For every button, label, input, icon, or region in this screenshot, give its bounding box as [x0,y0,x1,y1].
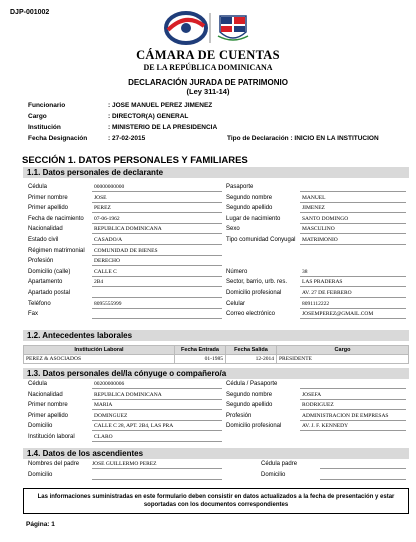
declarant-label: Primer nombre [28,194,68,201]
father-cedula-field [320,460,406,469]
spouse-label: Primer apellido [28,412,69,419]
labor-cell: 12-2014 [226,355,277,364]
father-cedula-label: Cédula padre [261,461,298,467]
header-value-institucion: : MINISTERIO DE LA PRESIDENCIA [108,124,218,131]
father-name-field [92,460,222,469]
declarant-field-line [92,278,222,287]
labor-cell: PEREZ & ASOCIADOS [24,355,175,364]
spouse-field-line [300,380,406,389]
father-domicilio-label: Domicilio [28,472,53,478]
declarant-label: Sexo [226,226,240,233]
spouse-value: JOSEFA [302,391,322,398]
declarant-label: Cédula [28,184,48,190]
declarant-label: Primer apellido [28,205,69,212]
declarant-label: Sector, barrio, urb. res. [226,279,288,286]
declarant-label: Apartado postal [28,290,71,296]
spouse-section-header: 1.3. Datos personales del/la cónyuge o compañero/a [23,368,409,379]
form-title: DECLARACIÓN JURADA DE PATRIMONIO [128,78,288,87]
declarant-value: 38 [302,268,308,275]
declarant-value: JOSEMPEREZ@GMAIL.COM [302,311,374,318]
father-domicilio2-label: Domicilio [261,472,286,478]
labor-col-salida: Fecha Salida [226,346,277,355]
header-value-cargo: : DIRECTOR(A) GENERAL [108,113,189,120]
declarant-label: Fecha de nacimiento [28,215,84,222]
header-value-fecha: : 27-02-2015 [108,135,146,142]
spouse-label: Profesión [226,412,252,419]
declarant-label: Segundo apellido [226,205,273,212]
declarant-value: 2B4 [94,279,104,286]
spouse-label: Nacionalidad [28,391,63,398]
declarant-label: Segundo nombre [226,194,273,201]
spouse-label: Cédula [28,381,48,387]
labor-cell: 01-1985 [175,355,226,364]
declarant-value: 07-06-1962 [94,215,120,222]
spouse-value: ADMINISTRACION DE EMPRESAS [302,412,389,419]
declarant-value: PEREZ [94,205,111,212]
declarant-field-line [92,289,222,298]
declarant-label: Domicilio profesional [226,290,282,296]
father-name-label: Nombres del padre [28,461,80,467]
father-domicilio-field [92,471,222,480]
spouse-value: RODRIGUEZ [302,402,334,409]
declarant-value: SANTO DOMINGO [302,215,349,222]
camara-de-cuentas-logo [160,10,256,46]
declarant-section-header: 1.1. Datos personales de declarante [23,167,409,178]
labor-col-entrada: Fecha Entrada [175,346,226,355]
declarant-label: Nacionalidad [28,226,63,233]
declarant-field-line [92,194,222,203]
father-domicilio2-field [320,471,406,480]
declarant-value: 8095555999 [94,300,122,307]
header-label-cargo: Cargo [28,113,47,120]
spouse-label: Cédula / Pasaporte [226,381,278,387]
spouse-label: Primer nombre [28,402,68,409]
declarant-label: Pasaporte [226,184,254,190]
father-name-value: JOSE GUILLERMO PEREZ [92,461,157,467]
declarant-value: CASADO/A [94,237,123,243]
header-label-fecha: Fecha Designación [28,135,88,142]
spouse-value: REPUBLICA DOMINICANA [94,391,162,398]
spouse-label: Segundo nombre [226,391,273,398]
table-row [24,355,409,364]
labor-col-institucion: Institución Laboral [24,346,175,355]
declarant-label: Tipo comunidad Conyugal [226,237,296,243]
declarant-value: MANUEL [302,194,326,201]
spouse-value: 00200000006 [94,381,125,387]
declarant-value: LAS PRADERAS [302,279,343,286]
declarant-label: Profesión [28,258,54,265]
declarant-label: Estado civil [28,237,59,243]
spouse-label: Domicilio [28,423,53,430]
declarant-label: Domicilio (calle) [28,268,71,275]
spouse-value: CLARO [94,434,113,440]
declarant-value: DERECHO [94,258,120,265]
declarant-label: Régimen matrimonial [28,247,85,254]
declarant-field-line [300,268,406,277]
legal-notice: Las informaciones suministradas en este formulario deben consistir en datos actualizados a la fecha de presentación y estar soportadas con los documentos correspondientes [23,488,409,514]
tipo-declaracion: Tipo de Declaración : INICIO EN LA INSTITUCION [227,135,379,142]
ascendants-section-header: 1.4. Datos de los ascendientes [23,448,409,459]
spouse-value: CALLE C 28, APT. 2B4, LAS PRA [94,423,174,430]
declarant-label: Lugar de nacimiento [226,215,281,222]
declarant-value: JOSE [94,194,107,201]
declarant-value: AV. 27 DE FEBRERO [302,290,352,296]
spouse-value: AV. J. F. KENNEDY [302,423,349,430]
declarant-value: JIMENEZ [302,205,325,212]
org-name: CÁMARA DE CUENTAS [136,48,280,62]
declarant-field-line [92,204,222,213]
spouse-value: MARIA [94,402,113,409]
declarant-value: MATRIMONIO [302,237,338,243]
declarant-field-line [92,310,222,319]
declarant-label: Celular [226,300,246,307]
labor-table [23,345,409,364]
declarant-value: MASCULINO [302,226,335,233]
org-subtitle: DE LA REPÚBLICA DOMINICANA [143,63,273,72]
spouse-label: Segundo apellido [226,402,273,409]
declarant-label: Apartamento [28,279,63,286]
header-label-funcionario: Funcionario [28,102,66,109]
declarant-label: Fax [28,311,39,318]
declarant-field-line [300,183,406,192]
declarant-label: Correo electrónico [226,311,276,318]
header-value-funcionario: : JOSE MANUEL PEREZ JIMENEZ [108,102,213,109]
declarant-value: 8091112222 [302,300,330,307]
spouse-value: DOMINGUEZ [94,412,128,419]
spouse-label: Domicilio profesional [226,423,282,430]
declarant-label: Teléfono [28,300,51,307]
form-law: (Ley 311-14) [186,87,230,96]
declarant-value: 00000000000 [94,184,125,190]
declarant-label: Número [226,268,248,275]
header-label-institucion: Institución [28,124,61,131]
labor-cell: PRESIDENTE [277,355,409,364]
page-number: Página: 1 [26,521,55,528]
document-id: DJP-001002 [10,9,50,16]
labor-col-cargo: Cargo [277,346,409,355]
section-1-title: SECCIÓN 1. DATOS PERSONALES Y FAMILIARES [22,155,248,166]
declarant-value: COMUNIDAD DE BIENES [94,247,158,254]
declarant-value: REPUBLICA DOMINICANA [94,226,162,233]
labor-section-header: 1.2. Antecedentes laborales [23,330,409,341]
declarant-value: CALLE C [94,268,117,275]
spouse-label: Institución laboral [28,434,75,440]
